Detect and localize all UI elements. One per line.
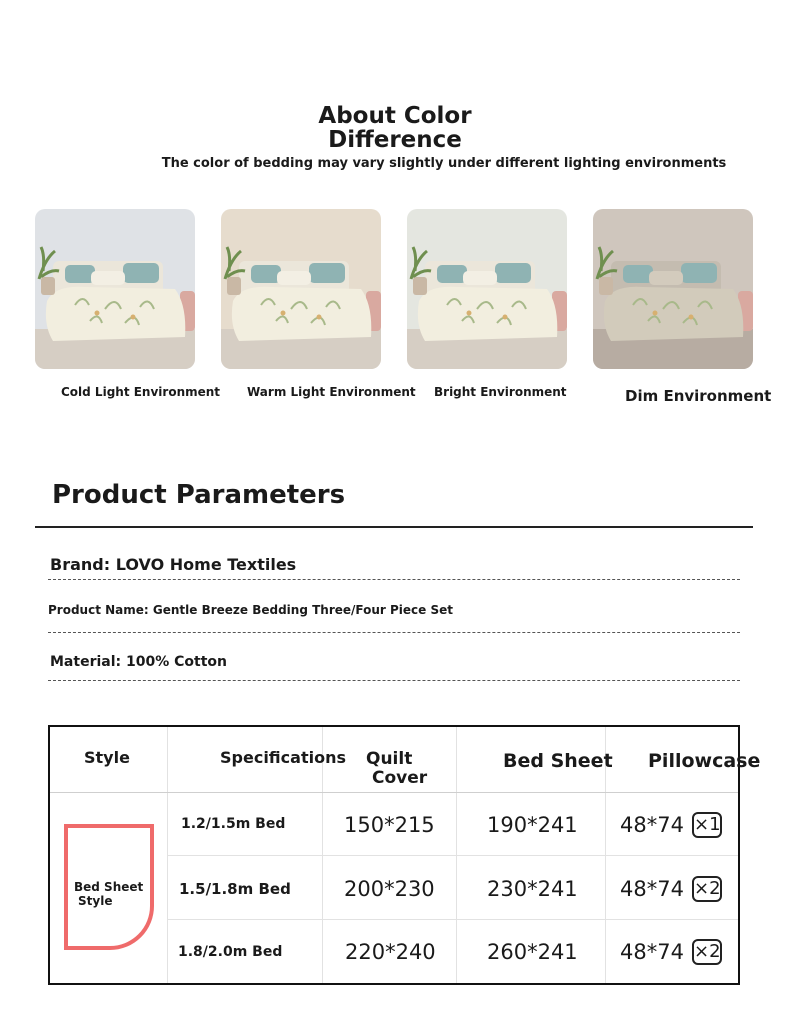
row-sheet: 190*241 (487, 813, 578, 837)
dashed-divider (48, 632, 740, 633)
photo-dim (593, 209, 753, 369)
row-pillow: 48*74 (620, 940, 684, 964)
row-sheet: 260*241 (487, 940, 578, 964)
dashed-divider (48, 680, 740, 681)
row-quilt: 150*215 (344, 813, 435, 837)
color-title-line1: About Color (318, 103, 472, 129)
params-divider (35, 526, 753, 528)
photo-cold-light (35, 209, 195, 369)
header-quilt-line1: Quilt (366, 749, 413, 769)
pillow-count-badge: ×2 (692, 939, 722, 965)
bed-sheet-style-label: Bed Sheet Style (74, 880, 144, 908)
row-quilt: 200*230 (344, 877, 435, 901)
row-pillow: 48*74 (620, 813, 684, 837)
param-product-name: Product Name: Gentle Breeze Bedding Three/Four Piece Set (48, 603, 453, 617)
dashed-divider (48, 579, 740, 580)
pillow-count-badge: ×2 (692, 876, 722, 902)
param-material: Material: 100% Cotton (50, 654, 227, 670)
header-quilt-line2: Cover (372, 768, 428, 788)
photo-warm-light (221, 209, 381, 369)
row-spec: 1.8/2.0m Bed (178, 944, 283, 960)
caption-warm-light: Warm Light Environment (247, 385, 416, 399)
color-subtitle: The color of bedding may vary slightly under different lighting environments (161, 156, 727, 171)
header-bed-sheet: Bed Sheet (503, 750, 613, 772)
param-brand: Brand: LOVO Home Textiles (50, 555, 297, 574)
row-quilt: 220*240 (345, 940, 436, 964)
header-specifications: Specifications (220, 748, 346, 767)
params-title: Product Parameters (52, 480, 346, 510)
caption-cold-light: Cold Light Environment (61, 385, 221, 399)
caption-dim: Dim Environment (625, 387, 772, 405)
row-spec: 1.2/1.5m Bed (181, 816, 286, 832)
row-spec: 1.5/1.8m Bed (179, 880, 291, 898)
header-style: Style (84, 748, 130, 767)
photo-bright (407, 209, 567, 369)
header-pillowcase: Pillowcase (648, 750, 761, 772)
caption-bright: Bright Environment (434, 385, 567, 399)
spec-table (48, 725, 761, 985)
row-pillow: 48*74 (620, 877, 684, 901)
pillow-count-badge: ×1 (692, 812, 722, 838)
row-sheet: 230*241 (487, 877, 578, 901)
color-title-line2: Difference (328, 127, 462, 153)
